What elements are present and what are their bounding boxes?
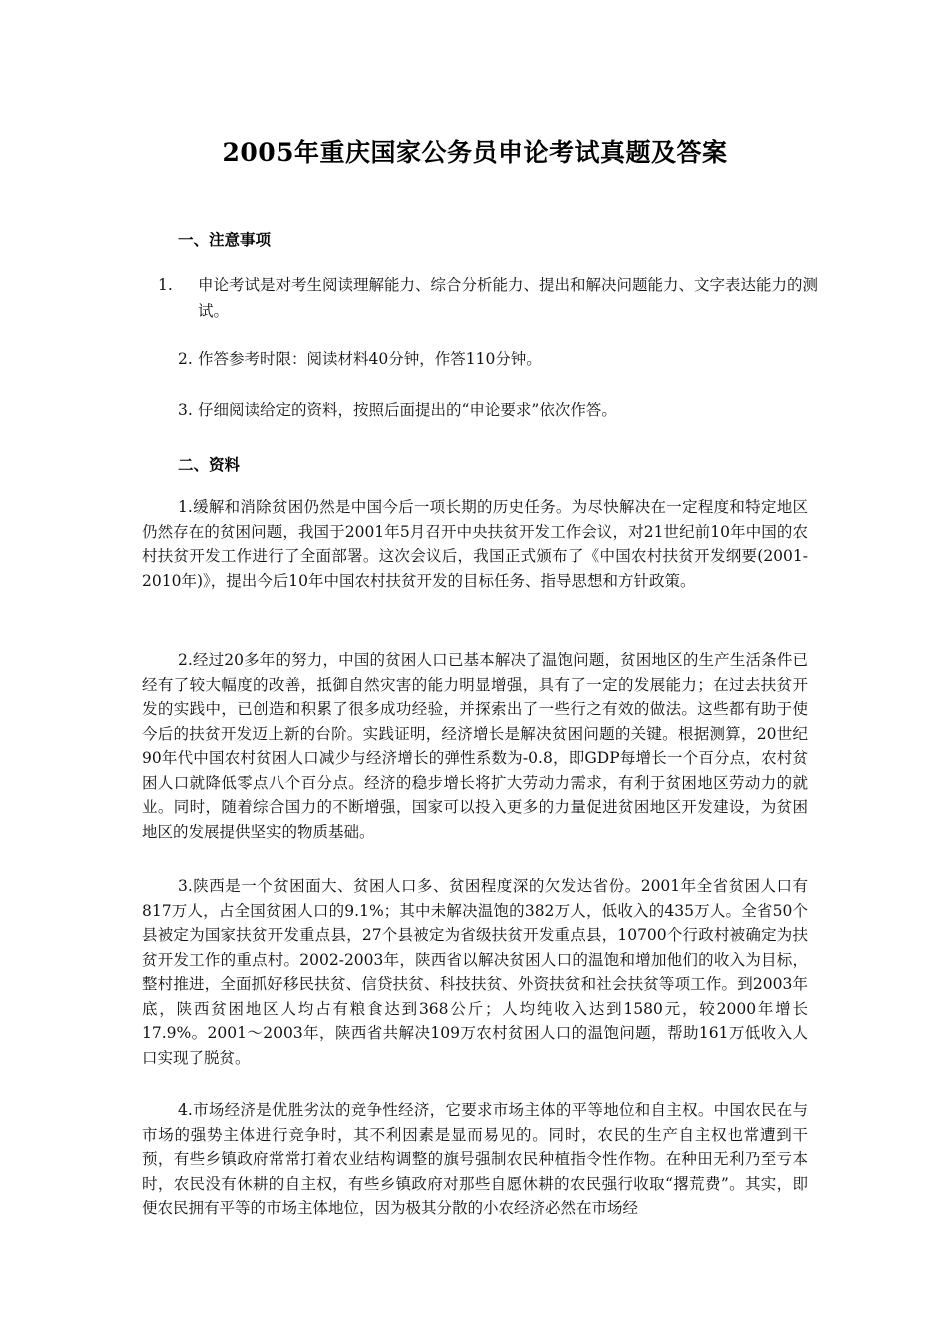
material-paragraph-1: 1.缓解和消除贫困仍然是中国今后一项长期的历史任务。为尽快解决在一定程度和特定地区仍然存在的贫困问题，我国于2001年5月召开中央扶贫开发工作会议，对21世纪前10年中国的农村扶贫开发工作进行了全面部署。这次会议后，我国正式颁布了《中国农村扶贫开发纲要(2001-2010年)》，提出今后10年中国农村扶贫开发的目标任务、指导思想和方针政策。 (142, 498, 808, 590)
notice-item-3 (178, 397, 808, 423)
section-heading-notice: 一、注意事项 (178, 230, 272, 249)
notice-item-text: 申论考试是对考生阅读理解能力、综合分析能力、提出和解决问题能力、文字表达能力的测试。 (198, 276, 819, 320)
notice-item-number: 1. (158, 276, 173, 294)
notice-item-text: 作答参考时限：阅读材料40分钟，作答110分钟。 (198, 350, 542, 368)
material-paragraph-2: 2.经过20多年的努力，中国的贫困人口已基本解决了温饱问题，贫困地区的生产生活条件已经有了较大幅度的改善，抵御自然灾害的能力明显增强，具有了一定的发展能力；在过去扶贫开发的实践中，已创造和积累了很多成功经验，并探索出了一些行之有效的做法。这些都有助于使今后的扶贫开发迈上新的台阶。实践证明，经济增长是解决贫困问题的关键。根据测算，20世纪90年代中国农村贫困人口减少与经济增长的弹性系数为-0.8，即GDP每增长一个百分点，农村贫困人口就降低零点八个百分点。经济的稳步增长将扩大劳动力需求，有利于贫困地区劳动力的就业。同时，随着综合国力的不断增强，国家可以投入更多的力量促进贫困地区开发建设，为贫困地区的发展提供坚实的物质基础。 (142, 651, 808, 841)
notice-item-2 (178, 346, 808, 372)
notice-item-1 (158, 272, 828, 324)
notice-item-number: 2. (178, 350, 193, 368)
notice-item-text: 仔细阅读给定的资料，按照后面提出的“申论要求”依次作答。 (198, 401, 617, 419)
page-title: 2005年重庆国家公务员申论考试真题及答案 (222, 138, 728, 167)
material-paragraph-3: 3.陕西是一个贫困面大、贫困人口多、贫困程度深的欠发达省份。2001年全省贫困人口有817万人，占全国贫困人口的9.1%；其中未解决温饱的382万人，低收入的435万人。全省50个县被定为国家扶贫开发重点县，27个县被定为省级扶贫开发重点县，10700个行政村被确定为扶贫开发工作的重点村。2002-2003年，陕西省以解决贫困人口的温饱和增加他们的收入为目标，整村推进，全面抓好移民扶贫、信贷扶贫、科技扶贫、外资扶贫和社会扶贫等项工作。到2003年底，陕西贫困地区人均占有粮食达到368公斤；人均纯收入达到1580元，较2000年增长17.9%。2001～2003年，陕西省共解决109万农村贫困人口的温饱问题，帮助161万低收入人口实现了脱贫。 (142, 877, 808, 1067)
material-paragraph-4: 4.市场经济是优胜劣汰的竞争性经济，它要求市场主体的平等地位和自主权。中国农民在与市场的强势主体进行竞争时，其不利因素是显而易见的。同时，农民的生产自主权也常遭到干预，有些乡镇政府常常打着农业结构调整的旗号强制农民种植指令性作物。在种田无利乃至亏本时，农民没有休耕的自主权，有些乡镇政府对那些自愿休耕的农民强行收取“撂荒费”。其实，即便农民拥有平等的市场主体地位，因为极其分散的小农经济必然在市场经 (142, 1101, 808, 1217)
section-heading-materials: 二、资料 (178, 455, 241, 474)
notice-item-number: 3. (178, 401, 193, 419)
